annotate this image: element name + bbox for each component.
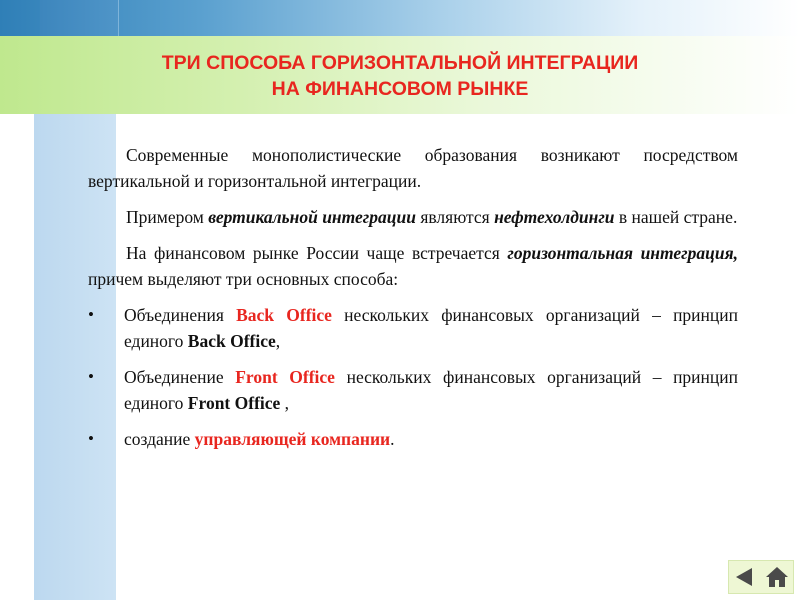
slide-title (0, 50, 800, 102)
top-decor-band (0, 0, 800, 36)
bullet-marker: • (88, 429, 94, 448)
bullet-text: нескольких финансовых организаций – принцип единого (124, 367, 739, 413)
home-button[interactable] (764, 564, 790, 590)
bullet-text: . (390, 429, 395, 449)
paragraph-2-text: являются (415, 207, 495, 227)
list-item (88, 364, 738, 416)
bold-back-office: Back Office (187, 331, 276, 351)
slide-title-line1: ТРИ СПОСОБА ГОРИЗОНТАЛЬНОЙ ИНТЕГРАЦИИ (161, 52, 639, 74)
highlight-front-office: Front Office (235, 367, 335, 387)
highlight-back-office: Back Office (236, 305, 332, 325)
slide-body (88, 142, 738, 462)
back-button[interactable] (732, 564, 758, 590)
bullet-text: Объединения (124, 305, 237, 325)
paragraph-1: Современные монополистические образования возникают посредством вертикальной и горизонтальной интеграции. (88, 145, 738, 191)
bullet-text: создание (124, 429, 195, 449)
paragraph-2-text: Примером (126, 207, 209, 227)
list-item (88, 302, 738, 354)
paragraph-3-text: На финансовом рынке России чаще встречается (126, 243, 508, 263)
bullet-text: Объединение (124, 367, 236, 387)
slide-title-line2: НА ФИНАНСОВОМ РЫНКЕ (271, 78, 529, 100)
bullet-text: , (280, 393, 290, 413)
bullet-marker: • (88, 367, 94, 386)
list-item (88, 426, 738, 452)
bullet-text: нескольких финансовых организаций – принцип единого (124, 305, 739, 351)
bullet-text: , (275, 331, 281, 351)
emphasis-horizontal-integration: горизонтальная интеграция, (507, 243, 738, 263)
bullet-marker: • (88, 305, 94, 324)
slide-nav (728, 560, 794, 594)
methods-list (88, 302, 738, 452)
emphasis-oil-holdings: нефтехолдинги (494, 207, 615, 227)
emphasis-vertical-integration: вертикальной интеграции (208, 207, 416, 227)
paragraph-2-text: в нашей стране. (614, 207, 738, 227)
triangle-left-icon (733, 565, 757, 589)
top-decor-notch (40, 0, 119, 36)
bold-front-office: Front Office (187, 393, 281, 413)
paragraph-3 (88, 240, 738, 292)
home-icon (765, 565, 789, 589)
paragraph-3-text: причем выделяют три основных способа: (88, 269, 399, 289)
paragraph-2 (88, 204, 738, 230)
highlight-management-company: управляющей компании (194, 429, 391, 449)
